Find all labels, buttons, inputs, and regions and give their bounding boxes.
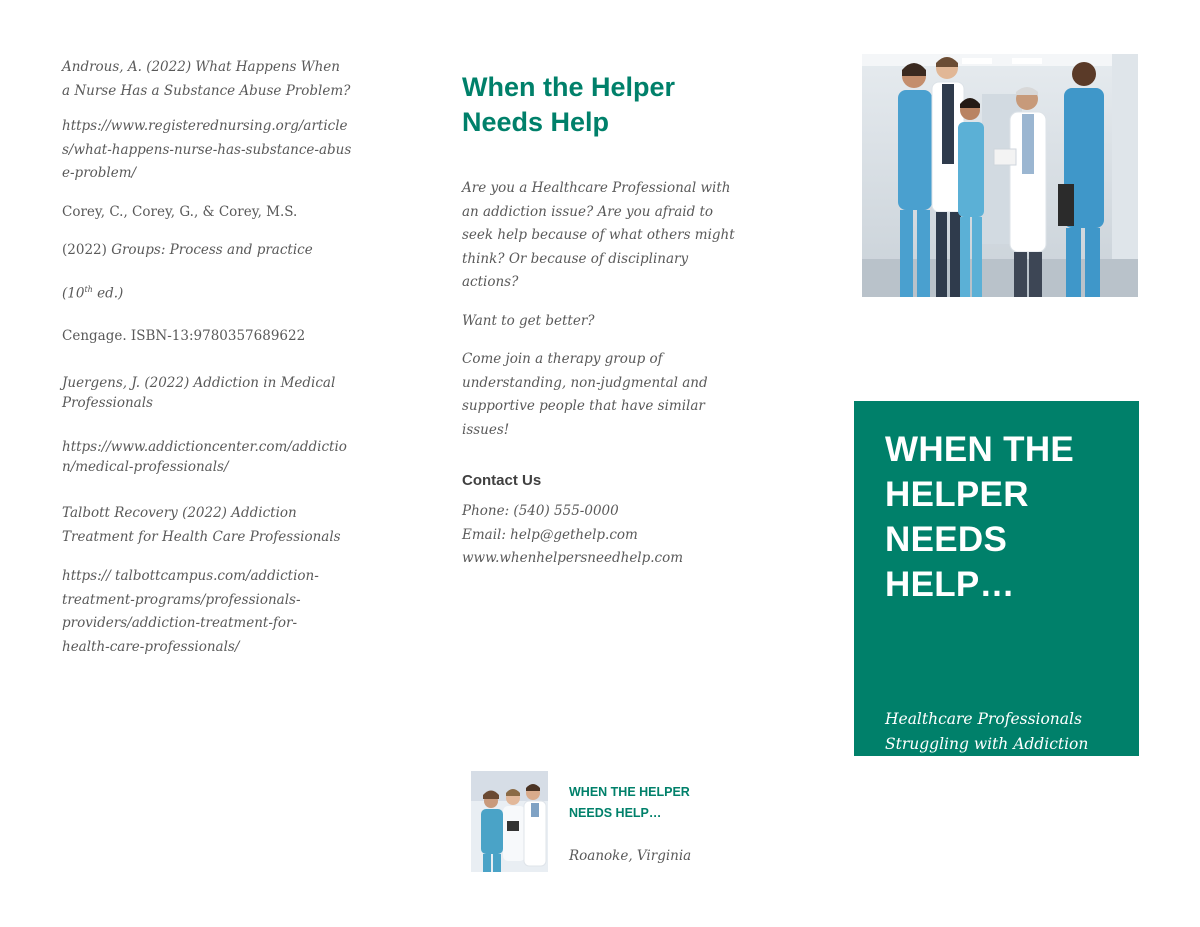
intro-paragraph-join: Come join a therapy group of understanding, non-judgmental and supportive people that have similar issues! — [462, 351, 708, 438]
contact-email: Email: help@gethelp.com — [462, 526, 638, 543]
hospital-team-photo — [862, 54, 1138, 297]
reference-corey-title: (2022) Groups: Process and practice — [62, 242, 313, 258]
cover-panel — [854, 401, 1139, 756]
reference-androus-url: https://www.registerednursing.org/articles/what-happens-nurse-has-substance-abuse-problem/ — [62, 118, 352, 181]
reference-talbott-title: Talbott Recovery (2022) Addiction Treatment for Health Care Professionals — [62, 505, 341, 545]
contact-phone: Phone: (540) 555-0000 — [462, 503, 619, 519]
intro-paragraph-questions: Are you a Healthcare Professional with an addiction issue? Are you afraid to seek help because of what others might think? Or because of disciplinary actions? — [462, 180, 735, 290]
contact-details — [462, 500, 742, 571]
reference-juergens-title: Juergens, J. (2022) Addiction in Medical Professionals — [62, 375, 336, 411]
section-title: When the Helper Needs Help — [462, 72, 676, 137]
location-text: Roanoke, Virginia — [569, 848, 692, 864]
cover-subtitle: Healthcare Professionals Struggling with Addiction — [885, 710, 1089, 753]
contact-website: www.whenhelpersneedhelp.com — [462, 550, 684, 566]
reference-talbott-url: https:// talbottcampus.com/addiction-treatment-programs/professionals-providers/addiction-treatment-for-health-care-professionals/ — [62, 568, 319, 655]
reference-androus-title: Androus, A. (2022) What Happens When a Nurse Has a Substance Abuse Problem? — [62, 59, 351, 99]
logo-title: WHEN THE HELPER NEEDS HELP… — [569, 785, 690, 820]
reference-corey-authors: Corey, C., Corey, G., & Corey, M.S. — [62, 204, 298, 220]
contact-heading: Contact Us — [462, 472, 542, 489]
intro-text — [462, 177, 742, 442]
doctors-photo-small — [471, 771, 548, 872]
reference-juergens-url: https://www.addictioncenter.com/addiction/medical-professionals/ — [62, 439, 347, 475]
intro-paragraph-get-better: Want to get better? — [462, 312, 595, 329]
cover-title: WHEN THE HELPER NEEDS HELP… — [885, 430, 1075, 604]
reference-corey-edition: (10th ed.) — [62, 285, 124, 302]
reference-corey-publisher: Cengage. ISBN-13:9780357689622 — [62, 328, 306, 344]
